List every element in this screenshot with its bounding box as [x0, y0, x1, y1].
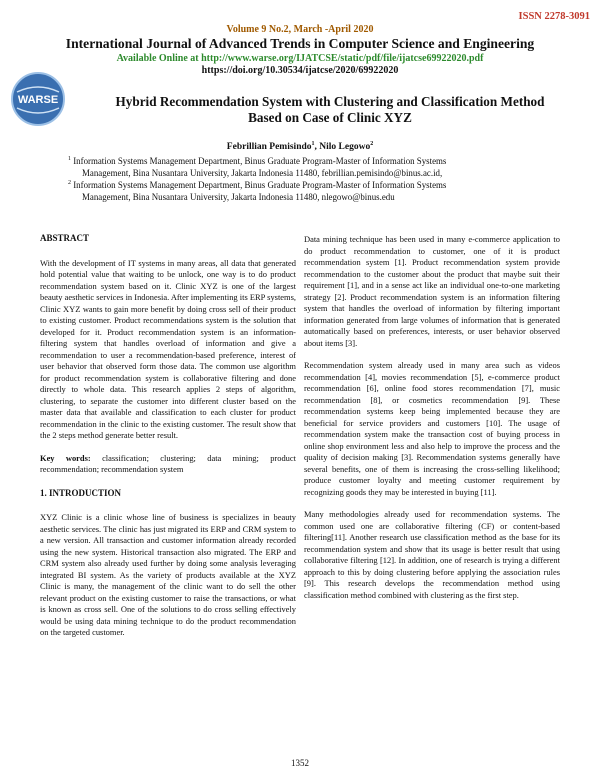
author-1-sup: 1 [311, 141, 315, 147]
online-url[interactable]: Available Online at http://www.warse.org/IJATCSE/static/pdf/file/ijatcse69922020.pdf [116, 53, 484, 64]
journal-title: International Journal of Advanced Trends in Computer Science and Engineering [65, 36, 535, 51]
paper-title-line1: Hybrid Recommendation System with Clustering and Classification Method [115, 94, 545, 109]
author-2-sup: 2 [370, 141, 374, 147]
aff1-line2: Management, Bina Nusantara University, Jakarta Indonesia 11480, febrillian.pemisindo@binus.ac.id, [82, 167, 443, 178]
aff1-sup: 1 [68, 156, 71, 162]
left-column [40, 233, 296, 639]
logo-text: WARSE [17, 94, 59, 106]
keywords-text: classification; clustering; data mining; product recommendation; recommendation system [40, 452, 296, 474]
aff2-sup: 2 [68, 180, 71, 186]
paper-title-line2: Based on Case of Clinic XYZ [248, 110, 412, 125]
right-paragraph-1: Data mining technique has been used in many e-commerce application to do product recommendation to customer, one of it is product recommendation system [1]. Product recommendation system provide recommendation to the customer about the product that maybe suit their requirement [1], and in a sense act like an individual one-to-one marketing strategy [2]. Product recommendation system is an information filtering system that handles the overload of information by filtering important information generated from large volumes of information that is generated automatically based on preferences, interests, or user behavior observed about items [3]. [304, 234, 560, 348]
aff2-line1: Information Systems Management Department, Binus Graduate Program-Master of Information Systems [71, 179, 447, 190]
aff1-line1: Information Systems Management Department, Binus Graduate Program-Master of Information Systems [71, 155, 447, 166]
doi-link[interactable]: https://doi.org/10.30534/ijatcse/2020/69922020 [201, 65, 399, 76]
right-paragraph-2: Recommendation system already used in many area such as videos recommendation [4], movies recommendation [5], e-commerce product recommendation [6], online food stores recommendation [7], music recommendation [8], or cosmetics recommendation [9]. These recommendation systems keep being implemented because they are beneficial for service providers and customers [10]. The usage of recommendation system make the transaction cost of buying process in online shop environment less and also help to improve the process and the quality of decision making [3]. Recommendation systems generally have several benefits, one of them is increasing the cross-selling likelihood; produce customer loyalty and meeting customer requirement by recognizing goods they may be interested in buying [11]. [304, 360, 560, 497]
right-column [304, 234, 560, 601]
intro-heading: 1. INTRODUCTION [40, 487, 122, 498]
abstract-heading: ABSTRACT [40, 233, 90, 243]
abstract-text: With the development of IT systems in many areas, all data that generated hold potential value that waiting to be unlock, one way is to do product recommendation system based on it. Clinic XYZ is one of the largest beauty aesthetic services in Indonesia. After implementing its ERP systems, Clinic XYZ wants to gain more benefit by doing cross sell of their product to existing customer. Product recommendations system is the solution that developed for it. Product recommendation system is an information-filtering system that handles overload of information and give a recommendation to user a recommendation-based preference, interest of user behavior that observed form those data. The common use algorithm for product recommendation system is collaborative filtering and done directly to whole data. This research applies 2 steps of algorithm, clustering, to separate the customer into different cluster based on the master data that available and classification to each cluster for product recommendation in the clinic to the existing customer. The result show that the 2 steps method generate better result. [40, 257, 296, 440]
aff2-line2: Management, Bina Nusantara University, Jakarta Indonesia 11480, nlegowo@binus.edu [82, 191, 395, 202]
author-1: Febrillian Pemisindo [226, 142, 312, 153]
warse-logo-icon [9, 70, 67, 128]
right-paragraph-3: Many methodologies already used for recommendation systems. The common used one are collaborative filtering (CF) or content-based filtering[11]. Another research use classification method as the base for its recommendation system and show that its usage is better result that using collaborative filtering [12]. In addition, one of research is trying a different approach to this by doing clustering before applying the association rules [9]. This research develops the recommendation method using classification method combined with clustering as the first step. [304, 509, 560, 600]
volume-line: Volume 9 No.2, March -April 2020 [226, 24, 374, 35]
intro-paragraph-1: XYZ Clinic is a clinic whose line of business is specializes in beauty aesthetic services. The clinic has just migrated its ERP and CRM system to a new version. All transaction and customer information already recorded using the new system. Historical transaction also migrated. The ERP and CRM system also already used further by doing some analysis leveraging integrated BI system. As the variety of products available at the XYZ Clinic is many, the management of the clinic want to do sell the other relevant product on the existing customer to raise the transactions, or what is known as cross sell. One of the solutions to do cross selling effectively would be using data mining technique to do the product recommendation on the targeted customer. [40, 512, 296, 637]
affiliation-1 [68, 153, 548, 179]
keywords-label: Key words: [40, 452, 91, 463]
affiliation-2 [68, 177, 548, 203]
page-number: 1352 [291, 758, 309, 768]
paper-title [60, 94, 600, 126]
author-2: , Nilo Legowo [314, 142, 371, 153]
issn-label: ISSN 2278-3091 [518, 11, 590, 22]
keywords [40, 453, 296, 476]
authors [0, 141, 600, 152]
